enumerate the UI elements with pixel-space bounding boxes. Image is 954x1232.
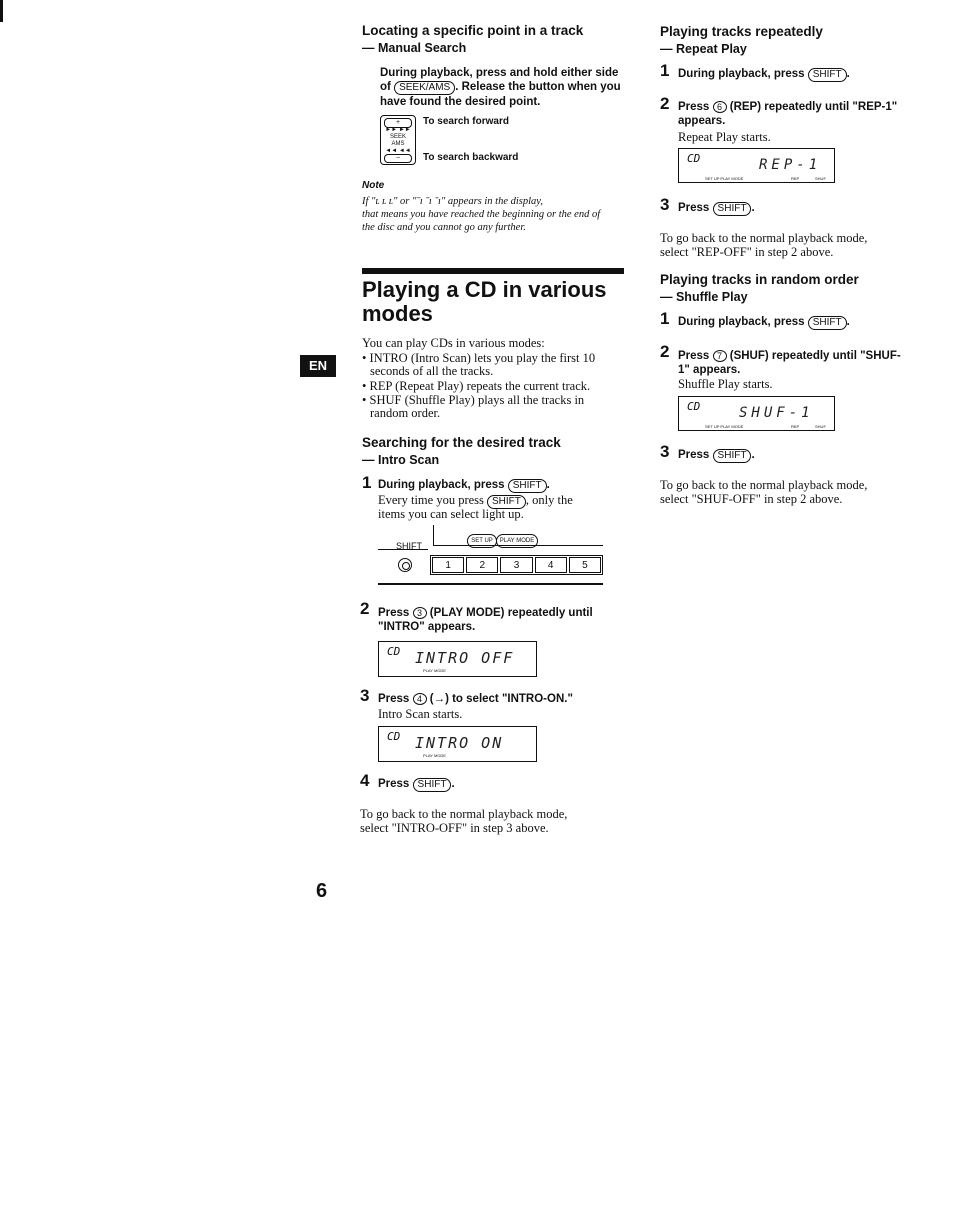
language-tab xyxy=(300,355,336,377)
shuffle-step2-text-a: Press xyxy=(678,350,710,362)
search-backward-label: To search backward xyxy=(423,152,519,163)
repeat-step3-text xyxy=(678,201,755,216)
lcd-rep-label: REP xyxy=(791,176,800,181)
shuffle-step1-text xyxy=(678,315,850,330)
panel-setup-label: SET UP xyxy=(471,538,493,544)
lcd-rep-1 xyxy=(678,148,835,183)
intro-step3-text xyxy=(378,692,573,706)
intro-step3-text-a: Press xyxy=(378,693,410,705)
panel-buttons-row xyxy=(430,555,603,575)
panel-button-5: 5 xyxy=(569,557,601,573)
intro-step4-text-a: Press xyxy=(378,778,410,790)
lcd-cd-indicator: CD xyxy=(387,730,401,743)
forward-icon: + xyxy=(384,118,412,128)
lcd-shuf-1-text: SHUF-1 xyxy=(739,405,814,421)
bullet-1b: seconds of all the tracks. xyxy=(370,364,494,378)
panel-button-4: 4 xyxy=(535,557,567,573)
lcd-playmode-label: PLAY MODE xyxy=(423,668,446,673)
repeat-back-line-1: To go back to the normal playback mode, xyxy=(660,231,868,245)
shuffle-step1-number: 1 xyxy=(660,309,670,328)
ams-label: AMS xyxy=(391,141,405,147)
shuffle-step3-text-a: Press xyxy=(678,449,710,461)
repeat-step2-text-a: Press xyxy=(678,101,710,113)
shuffle-back-line-1: To go back to the normal playback mode, xyxy=(660,478,868,492)
intro-step4-text xyxy=(378,777,455,792)
repeat-step1-text-a: During playback, press xyxy=(678,68,805,80)
button-3-key: 3 xyxy=(413,607,427,619)
intro-step4-text-b: . xyxy=(451,778,455,790)
lcd-intro-off xyxy=(378,641,537,677)
repeat-step3-text-a: Press xyxy=(678,202,710,214)
lcd-setup-playmode-label: SET UP PLAY MODE xyxy=(705,424,744,429)
intro-step2-number: 2 xyxy=(360,599,370,618)
repeat-step1-text xyxy=(678,67,850,82)
intro-scan-subheading: — Intro Scan xyxy=(362,453,440,467)
button-4-key: 4 xyxy=(413,693,427,705)
repeat-step1-number: 1 xyxy=(660,61,670,80)
note-line-2: that means you have reached the beginning or the end of xyxy=(362,209,601,220)
shuffle-step2-text xyxy=(678,349,938,377)
shift-key: SHIFT xyxy=(413,778,452,792)
intro-step3-number: 3 xyxy=(360,686,370,705)
shift-key: SHIFT xyxy=(487,495,526,509)
search-forward-label: To search forward xyxy=(423,116,509,127)
instruction-text-b: . Release the button when you have found the desired point. xyxy=(380,81,621,108)
repeat-heading: Playing tracks repeatedly xyxy=(660,24,823,39)
intro-step1-number: 1 xyxy=(362,473,372,492)
button-7-key: 7 xyxy=(713,350,727,362)
repeat-step2-desc: Repeat Play starts. xyxy=(678,130,771,144)
shuffle-step3-text xyxy=(678,448,755,463)
backward-arrows-icon: ◄◄ ◄◄ xyxy=(385,148,411,154)
shift-key: SHIFT xyxy=(713,202,752,216)
panel-setup-button xyxy=(467,534,497,548)
repeat-subheading: — Repeat Play xyxy=(660,42,747,56)
intro-step1-text xyxy=(378,478,550,493)
section-title-line-2: modes xyxy=(362,301,433,326)
shift-key: SHIFT xyxy=(713,449,752,463)
page-number: 6 xyxy=(316,880,328,902)
bullet-3a: • SHUF (Shuffle Play) plays all the tracks in xyxy=(362,393,585,407)
intro-step4-number: 4 xyxy=(360,771,370,790)
intro-step1-desc-b: , only the xyxy=(525,493,573,507)
repeat-step2-text-c: appears. xyxy=(678,115,726,127)
intro-step1-text-a: During playback, press xyxy=(378,479,505,491)
control-panel-illustration xyxy=(378,525,603,589)
instruction-text-a: During playback, press and hold either side of xyxy=(380,67,619,93)
intro-step3-desc: Intro Scan starts. xyxy=(378,707,463,721)
manual-search-heading: Locating a specific point in a track xyxy=(362,23,584,38)
panel-shift-circle-icon xyxy=(398,558,412,572)
repeat-step1-text-b: . xyxy=(846,68,850,80)
bullet-2a: • REP (Repeat Play) repeats the current track. xyxy=(362,379,591,393)
note-title: Note xyxy=(362,180,385,191)
forward-arrows-icon: ►► ►► xyxy=(385,127,411,133)
seek-ams-key: SEEK/AMS xyxy=(394,81,455,95)
panel-playmode-label: PLAY MODE xyxy=(499,538,535,544)
intro-back-line-1: To go back to the normal playback mode, xyxy=(360,807,568,821)
lcd-cd-indicator: CD xyxy=(687,152,701,165)
seek-ams-button-illustration xyxy=(380,115,416,165)
lcd-rep-1-text: REP-1 xyxy=(759,157,822,173)
lcd-cd-indicator: CD xyxy=(387,645,401,658)
repeat-step2-text-b: (REP) repeatedly until "REP-1" xyxy=(729,101,898,113)
bullet-1a: • INTRO (Intro Scan) lets you play the first 10 xyxy=(362,351,596,365)
backward-icon: − xyxy=(384,154,412,163)
binding-mark xyxy=(0,0,3,22)
lcd-cd-indicator: CD xyxy=(687,400,701,413)
repeat-step2-number: 2 xyxy=(660,94,670,113)
intro-step2-text-a: Press xyxy=(378,607,410,619)
panel-button-3: 3 xyxy=(500,557,532,573)
repeat-step3-text-b: . xyxy=(751,202,755,214)
shift-key: SHIFT xyxy=(508,479,547,493)
intro-scan-heading: Searching for the desired track xyxy=(362,435,561,450)
shuffle-back-line-2: select "SHUF-OFF" in step 2 above. xyxy=(660,492,843,506)
shift-key: SHIFT xyxy=(808,68,847,82)
shift-key: SHIFT xyxy=(808,316,847,330)
intro-step1-desc-a: Every time you press xyxy=(378,493,484,507)
lcd-shuf-label: SHUF xyxy=(815,424,826,429)
section-intro: You can play CDs in various modes: xyxy=(362,336,545,350)
intro-step2-text xyxy=(378,606,628,634)
language-tab-label: EN xyxy=(308,358,328,373)
panel-button-1: 1 xyxy=(432,557,464,573)
panel-pointer-line xyxy=(433,525,434,545)
section-rule xyxy=(362,268,624,274)
repeat-step2-text xyxy=(678,100,938,128)
lcd-intro-off-text: INTRO OFF xyxy=(415,649,515,667)
intro-step2-text-b: (PLAY MODE) repeatedly until xyxy=(429,607,593,619)
intro-step2-text-c: "INTRO" appears. xyxy=(378,621,476,633)
lcd-rep-label: REP xyxy=(791,424,800,429)
shuffle-step2-text-c: 1" appears. xyxy=(678,364,741,376)
intro-step1-text-b: . xyxy=(546,479,550,491)
bullet-3b: random order. xyxy=(370,406,441,420)
panel-shift-label: SHIFT xyxy=(396,541,422,551)
intro-back-line-2: select "INTRO-OFF" in step 3 above. xyxy=(360,821,549,835)
lcd-intro-on-text: INTRO ON xyxy=(415,734,504,752)
panel-button-2: 2 xyxy=(466,557,498,573)
lcd-shuf-1 xyxy=(678,396,835,431)
shuffle-step2-number: 2 xyxy=(660,342,670,361)
panel-underline xyxy=(378,583,603,585)
note-line-1: If "ʟ ʟ ʟ" or "ˉı ˉı ˉı" appears in the display, xyxy=(362,196,543,207)
shuffle-step2-text-b: (SHUF) repeatedly until "SHUF- xyxy=(729,350,901,362)
lcd-playmode-label: PLAY MODE xyxy=(423,753,446,758)
shuffle-step2-desc: Shuffle Play starts. xyxy=(678,377,773,391)
shuffle-heading: Playing tracks in random order xyxy=(660,272,859,287)
lcd-shuf-label: SHUF xyxy=(815,176,826,181)
section-title-line-1: Playing a CD in various xyxy=(362,277,607,302)
manual-search-subheading: — Manual Search xyxy=(362,41,467,55)
intro-step1-desc-2: items you can select light up. xyxy=(378,507,524,521)
button-6-key: 6 xyxy=(713,101,727,113)
shuffle-step3-text-b: . xyxy=(751,449,755,461)
panel-playmode-button xyxy=(496,534,538,548)
intro-step3-text-b: (→) to select "INTRO-ON." xyxy=(429,693,573,705)
seek-label: SEEK xyxy=(389,134,406,140)
shuffle-step1-text-b: . xyxy=(846,316,850,328)
note-line-3: the disc and you cannot go any further. xyxy=(362,222,526,233)
shuffle-step3-number: 3 xyxy=(660,442,670,461)
shuffle-step1-text-a: During playback, press xyxy=(678,316,805,328)
lcd-intro-on xyxy=(378,726,537,762)
manual-search-instruction xyxy=(380,66,630,109)
shuffle-subheading: — Shuffle Play xyxy=(660,290,748,304)
repeat-step3-number: 3 xyxy=(660,195,670,214)
repeat-back-line-2: select "REP-OFF" in step 2 above. xyxy=(660,245,834,259)
lcd-setup-playmode-label: SET UP PLAY MODE xyxy=(705,176,744,181)
